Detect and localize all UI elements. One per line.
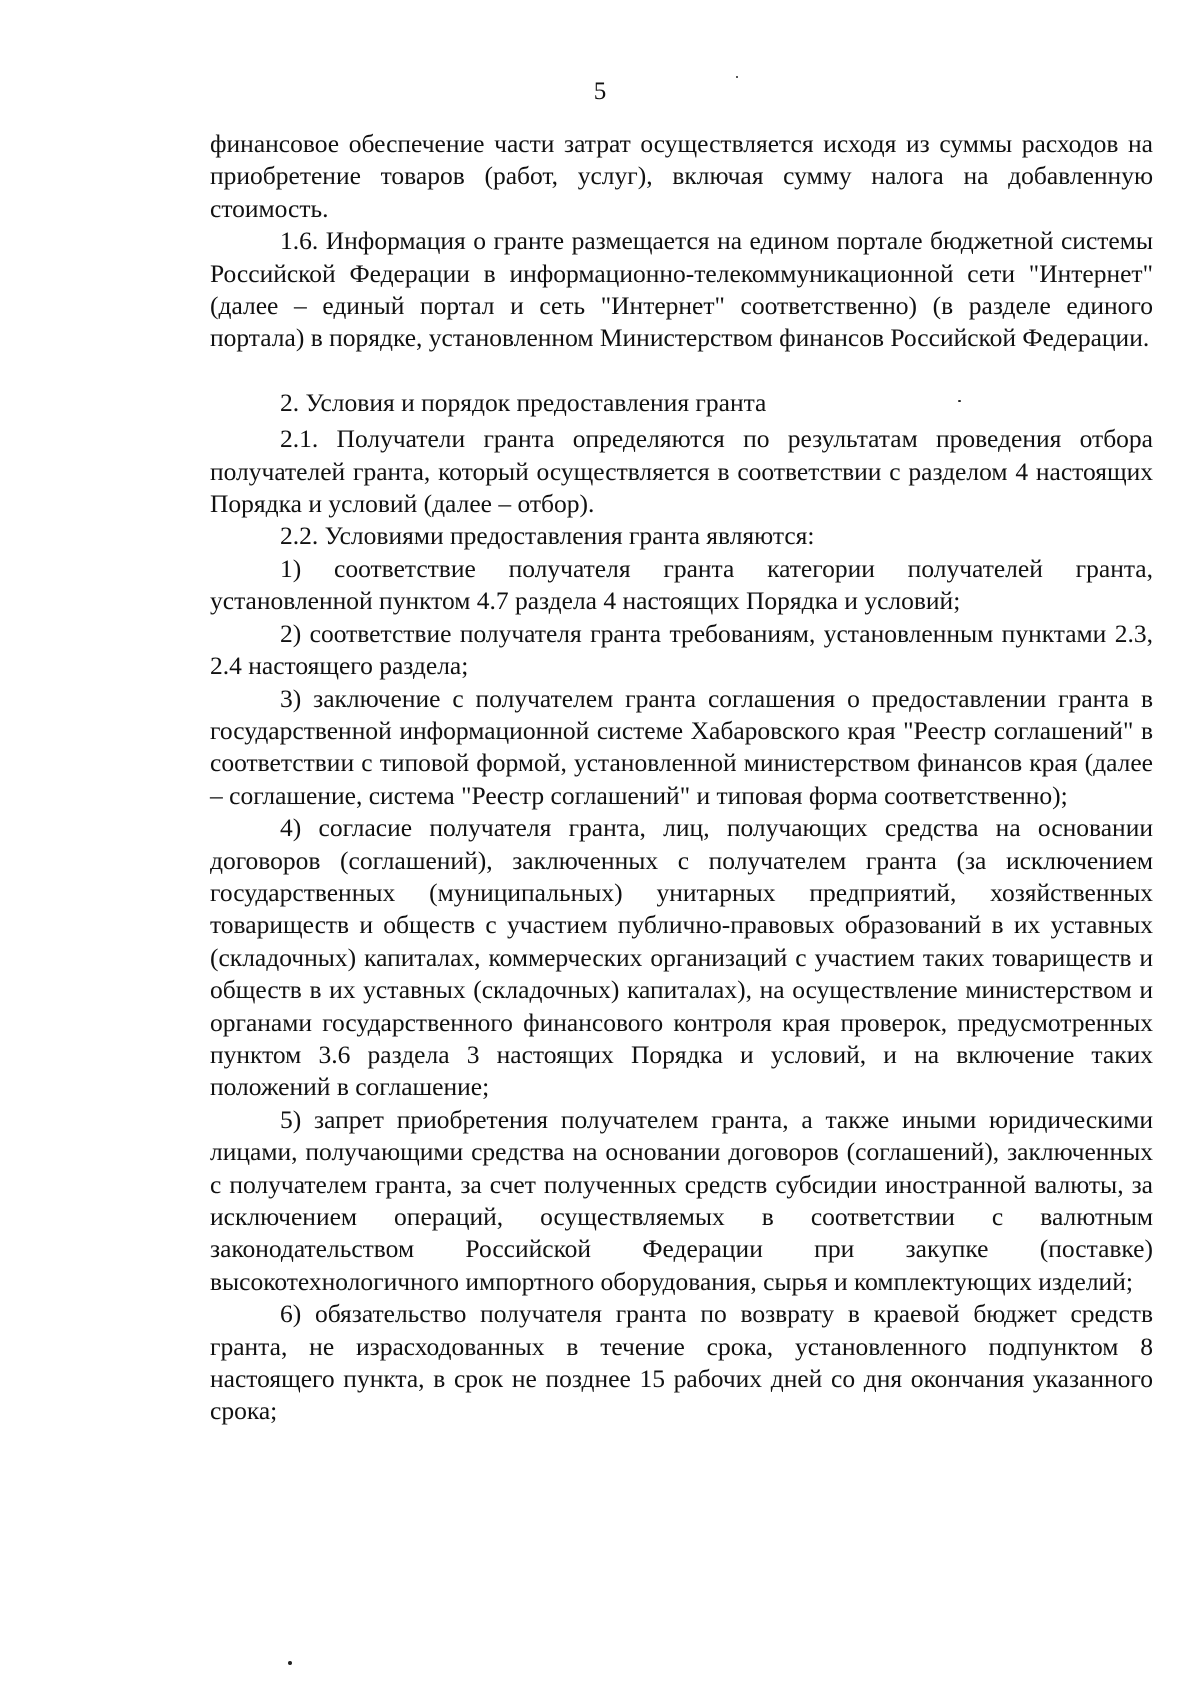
paragraph-1-6: 1.6. Информация о гранте размещается на едином портале бюджетной системы Российской Федерации в информационно-телекоммуникационной сети "Интернет" (далее – единый портал и сеть "Интернет" соответственно) (в разделе единого портала) в порядке, установленном Министерством финансов Российской Федерации.	[210, 226, 1153, 353]
section-heading-2: 2. Условия и порядок предоставления гранта	[280, 387, 767, 417]
list-item-6: 6) обязательство получателя гранта по возврату в краевой бюджет средств гранта, не израсходованных в течение срока, установленного подпунктом 8 настоящего пункта, в срок не позднее 15 рабочих дней со дня окончания указанного срока;	[210, 1299, 1153, 1426]
paragraph-2-2: 2.2. Условиями предоставления гранта являются:	[280, 521, 815, 551]
list-item-3: 3) заключение с получателем гранта соглашения о предоставлении гранта в государственной информационной системе Хабаровского края "Реестр соглашений" в соответствии с типовой формой, установленной министерством финансов края (далее – соглашение, система "Реестр соглашений" и типовая форма соответственно);	[210, 683, 1153, 810]
paragraph-continuation: финансовое обеспечение части затрат осуществляется исходя из суммы расходов на приобретение товаров (работ, услуг), включая сумму налога на добавленную стоимость.	[210, 129, 1153, 223]
list-item-5: 5) запрет приобретения получателем гранта, а также иными юридическими лицами, получающими средства на основании договоров (соглашений), заключенных с получателем гранта, за счет полученных средств субсидии иностранной валюты, за исключением операций, осуществляемых в соответствии с валютным законодательством Российской Федерации при закупке (поставке) высокотехнологичного импортного оборудования, сырья и комплектующих изделий;	[210, 1104, 1153, 1296]
list-item-2: 2) соответствие получателя гранта требованиям, установленным пунктами 2.3, 2.4 настоящего раздела;	[210, 618, 1153, 681]
list-item-4: 4) согласие получателя гранта, лиц, получающих средства на основании договоров (соглашений), заключенных с получателем гранта (за исключением государственных (муниципальных) унитарных предприятий, хозяйственных товариществ и обществ с участием публично-правовых образований в их уставных (складочных) капиталах, коммерческих организаций с участием таких товариществ и обществ в их уставных (складочных) капиталах), на осуществление министерством и органами государственного финансового контроля края проверок, предусмотренных пунктом 3.6 раздела 3 настоящих Порядка и условий, и на включение таких положений в соглашение;	[210, 813, 1153, 1102]
scan-speck	[736, 76, 738, 78]
scan-speck	[288, 1661, 292, 1665]
paragraph-2-1: 2.1. Получатели гранта определяются по результатам проведения отбора получателей гранта, который осуществляется в соответствии с разделом 4 настоящих Порядка и условий (далее – отбор).	[210, 424, 1153, 519]
list-item-1: 1) соответствие получателя гранта категории получателей гранта, установленной пунктом 4.7 раздела 4 настоящих Порядка и условий;	[210, 553, 1153, 616]
scan-speck	[958, 400, 961, 402]
page-number: 5	[593, 78, 607, 105]
document-body	[210, 128, 1153, 1428]
